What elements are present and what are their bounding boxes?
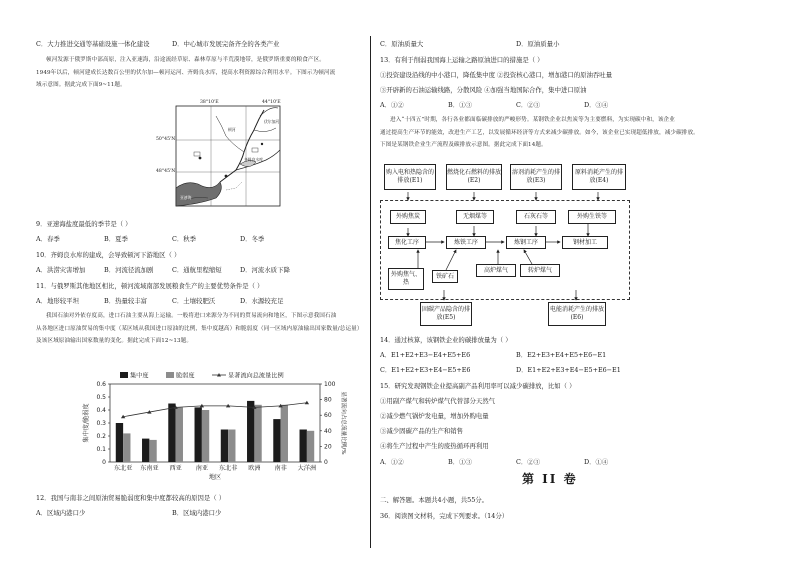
q15-option-b[interactable]: B．①③ xyxy=(448,458,472,466)
intro-9-11-line: 1949年以后，顿河建成长达数百公里的伏尔加—顿河运河、齐姆良水库，提高水利资源综合利用水平。下图示为顿河流 xyxy=(36,69,336,76)
bar-fragility xyxy=(228,430,235,463)
q15-option-a[interactable]: A．①② xyxy=(380,458,404,466)
bar-concentration xyxy=(116,423,123,462)
map-label-volga: 伏尔加河 xyxy=(264,119,280,124)
q12-option-a[interactable]: A．区域内港口少 xyxy=(36,509,86,517)
legend-label-flow-ratio: 显著流向总流量比例 xyxy=(228,372,284,380)
map-label-don: 顿河 xyxy=(228,127,236,132)
chart-plot-frame xyxy=(110,384,320,462)
intro-9-11-line: 顿河发源于俄罗斯中部高原，注入亚速海，沿途流经草原、森林草原与半荒漠地带，是俄罗斯重要的粮食产区。 xyxy=(46,57,325,63)
intro-12-13-line: 从各地区进口原油贸易的集中度（某区域从我国进口原油的比例，集中度越高）和脆弱度（同一区域内原油输出国家数量/总运量） xyxy=(36,325,363,332)
flow-steelmaking: 炼钢工序 xyxy=(506,236,546,249)
steel-flow-diagram xyxy=(380,160,710,330)
oil-trade-chart xyxy=(76,370,356,488)
x-tick-label: 东北非 xyxy=(218,465,238,472)
right-column xyxy=(380,0,720,562)
legend-label-concentration: 集中度 xyxy=(130,372,149,380)
x-tick-label: 欧洲 xyxy=(248,465,261,472)
q14-option-a[interactable]: A．E1+E2+E3−E4+E5+E6 xyxy=(380,351,471,359)
y-tick-label: 0.1 xyxy=(96,446,106,453)
section-title: 第 II 卷 xyxy=(522,472,578,486)
flow-ore: 铁矿石 xyxy=(432,270,458,283)
q13-item-line: ①投资建设沿线的中小港口，降低集中度 ②投资核心港口，增加港口的原油吞吐量 xyxy=(380,71,613,79)
legend-label-fragility: 脆弱度 xyxy=(176,372,195,380)
x-tick-label: 南亚 xyxy=(195,465,209,472)
y2-axis-label: 显著流向占总流量比例/% xyxy=(340,391,346,455)
q10-option-b[interactable]: B．河流径流加剧 xyxy=(104,266,154,274)
bar-fragility xyxy=(281,405,288,462)
bar-fragility xyxy=(176,407,183,462)
bar-concentration xyxy=(142,439,149,462)
q9-option-d[interactable]: D．冬季 xyxy=(240,235,265,243)
intro-14-16-line: 通过提高生产环节的能效，改进生产工艺，以发展循环经济等方式来减少碳排放。如今，该企业已实现超低排放，减少碳排放。 xyxy=(380,129,699,136)
q13-option-d[interactable]: D．③④ xyxy=(584,101,609,109)
legend-swatch-concentration xyxy=(120,372,128,378)
bar-fragility xyxy=(123,433,130,462)
intro-14-16 xyxy=(380,114,720,152)
map-label-sea: 亚速海 xyxy=(180,195,192,200)
bar-fragility xyxy=(149,440,156,462)
flow-limestone: 石灰石等 xyxy=(516,210,556,224)
bar-concentration xyxy=(273,419,280,462)
x-tick-label: 东北亚 xyxy=(113,465,133,472)
y-tick-label: 0.3 xyxy=(96,420,106,427)
q13-option-a[interactable]: A．①② xyxy=(380,101,404,109)
flow-iron-purchase: 外购生铁等 xyxy=(568,210,616,224)
x-tick-label: 南非 xyxy=(274,465,287,472)
q14-option-d[interactable]: D．E1+E2+E3+E4−E5+E6−E1 xyxy=(516,366,621,374)
q10-option-c[interactable]: C．通航里程缩短 xyxy=(172,266,222,274)
bar-fragility xyxy=(307,431,314,462)
column-divider xyxy=(370,36,371,548)
flow-converter-gas: 转炉煤气 xyxy=(520,264,560,277)
q14-stem: 14．通过核算，该钢铁企业的碳排放量为（ ） xyxy=(380,336,512,344)
line-flow-ratio xyxy=(123,403,307,417)
q9-option-a[interactable]: A．春季 xyxy=(36,235,60,243)
q15-option-d[interactable]: D．①④ xyxy=(584,458,609,466)
q15-item: ④将生产过程中产生的废热循环再利用 xyxy=(380,442,489,450)
y2-tick-label: 80 xyxy=(324,396,332,404)
q10-stem: 10．齐姆良水库的建成，会导致顿河下游地区（ ） xyxy=(36,251,181,259)
y-tick-label: 0.4 xyxy=(96,407,106,414)
map-label-reservoir: 齐姆良水库 xyxy=(244,157,263,162)
flow-coke-purchase: 外购焦炭 xyxy=(390,210,426,224)
q36-stem: 36．阅读图文材料，完成下列要求。（14分） xyxy=(380,512,509,520)
q15-item: ①用副产煤气和转炉煤气代替部分天然气 xyxy=(380,397,496,405)
y-tick-label: 0.5 xyxy=(96,394,106,401)
y-tick-label: 0.2 xyxy=(96,433,106,440)
intro-12-13 xyxy=(36,310,366,348)
y-axis-label: 集中度/脆弱度 xyxy=(83,403,90,443)
flow-e4: 原料消耗产生的排放(E4) xyxy=(572,164,626,190)
y2-tick-label: 0 xyxy=(324,459,328,466)
q9-option-b[interactable]: B．夏季 xyxy=(104,235,128,243)
x-axis-label: 地区 xyxy=(208,474,222,481)
y2-tick-label: 20 xyxy=(324,443,332,451)
intro-14-16-line: 下图是某钢铁企业生产流程及碳排放示意图。据此完成下面14题。 xyxy=(380,142,547,148)
q8-option-c: C．大力推进交通等基础设施一体化建设 xyxy=(36,40,150,48)
q12-stem: 12．我国与南非之间原油贸易脆弱度和集中度都较高的原因是（ ） xyxy=(36,494,226,502)
bar-concentration xyxy=(300,430,307,463)
left-column xyxy=(36,0,366,562)
y2-tick-label: 60 xyxy=(324,412,332,420)
q13-option-c[interactable]: C．②③ xyxy=(516,101,541,109)
q11-option-d[interactable]: D．水源较充足 xyxy=(240,297,284,305)
y-tick-label: 0.6 xyxy=(96,381,106,388)
y-tick-label: 0 xyxy=(102,459,106,466)
intro-14-16-line: 进入“十四五”时期，各行各业都面临碳排放的严峻形势。某钢铁企业以焦炭等为主要燃料，为实现碳中和，该企业 xyxy=(390,117,675,123)
q13-option-b[interactable]: B．①③ xyxy=(448,101,472,109)
q15-option-c[interactable]: C．②③ xyxy=(516,458,541,466)
flow-e2: 燃烧化石燃料的排放(E2) xyxy=(446,164,502,190)
map-latitude-2: 48°45'N xyxy=(156,169,176,174)
map-longitude-2: 44°10'E xyxy=(262,100,281,105)
x-tick-label: 东南亚 xyxy=(140,465,159,472)
point-flow-ratio xyxy=(305,401,309,405)
don-river-map xyxy=(156,100,306,212)
flow-rolling: 钢材加工 xyxy=(562,236,608,249)
bar-fragility xyxy=(254,405,261,462)
q15-item: ③减少固碳产品的生产和销售 xyxy=(380,427,464,435)
flow-e1: 购入电和热隐含的排放(E1) xyxy=(384,164,436,190)
q11-option-a[interactable]: A．地形较平坦 xyxy=(36,297,79,305)
q8-option-d: D．中心城市发展完备齐全的各类产业 xyxy=(172,40,280,48)
intro-12-13-line: 我国石油对外依存度高，进口石油主要从海上运输。一般将进口来源分为不同的贸易流向和地区，下图示意我国石油 xyxy=(46,313,337,319)
flow-bf-gas: 高炉煤气 xyxy=(476,264,516,277)
y2-tick-label: 100 xyxy=(324,381,336,388)
y2-tick-label: 40 xyxy=(324,427,332,435)
q11-option-b[interactable]: B．热量较丰富 xyxy=(104,297,148,305)
q15-item: ②减少燃气锅炉发电量，增加外购电量 xyxy=(380,412,489,420)
intro-9-11-line: 域示意图。据此完成下面9~11题。 xyxy=(36,82,126,88)
flow-e3: 溶剂消耗产生的排放(E3) xyxy=(510,164,562,190)
flow-outside-gas: 外购焦气、热 xyxy=(388,268,424,290)
q14-option-b[interactable]: B．E2+E3+E4+E5+E6−E1 xyxy=(516,351,607,359)
q12-option-c[interactable]: C．原油质量大 xyxy=(380,40,424,48)
map-longitude-1: 38°10'E xyxy=(200,100,219,105)
q12-option-b[interactable]: B．区域内港口少 xyxy=(172,509,222,517)
q13-stem: 13．有利于削弱我国海上运输之路原油进口的措施是（ ） xyxy=(380,56,544,64)
bar-concentration xyxy=(195,407,202,462)
intro-12-13-line: 及该区域原油输出国家数量的变化。据此完成下面12~13题。 xyxy=(36,338,193,344)
flow-ironmaking: 炼铁工序 xyxy=(446,236,486,249)
flow-anthracite: 无烟煤等 xyxy=(456,210,494,224)
legend-swatch-fragility xyxy=(166,372,174,378)
bar-concentration xyxy=(221,430,228,463)
map-graphic xyxy=(156,100,306,212)
q11-option-c[interactable]: C．土壤较肥沃 xyxy=(172,297,216,305)
part-two-header: 二、解答题。本题共4小题，共55分。 xyxy=(380,496,489,504)
q10-option-d[interactable]: D．河流水质下降 xyxy=(240,266,290,274)
flow-e5: 固碳产品隐含的排放(E5) xyxy=(420,302,472,326)
bar-concentration xyxy=(247,401,254,462)
flow-coking: 焦化工序 xyxy=(388,236,426,249)
bar-fragility xyxy=(202,410,209,462)
q14-option-c[interactable]: C．E1+E2+E3+E4−E5+E6 xyxy=(380,366,471,374)
flow-e6: 电能消耗产生的排放(E6) xyxy=(548,302,606,326)
q9-stem: 9．亚速海盐度最低的季节是（ ） xyxy=(36,220,132,228)
map-latitude-1: 50°45'N xyxy=(156,137,176,142)
x-tick-label: 西亚 xyxy=(169,465,182,472)
q13-item-line: ③开辟新的石油运输线路，分散风险 ④加强当地国际合作，集中进口原油 xyxy=(380,86,587,94)
q15-stem: 15．研究发现钢铁企业提高副产品利用率可以减少碳排放，比如（ ） xyxy=(380,382,576,390)
q11-stem: 11．与俄罗斯其他地区相比，顿河流域南部发展粮食生产的主要优势条件是（ ） xyxy=(36,282,264,290)
bar-concentration xyxy=(168,404,175,463)
intro-9-11 xyxy=(36,54,366,92)
q12-option-d[interactable]: D．原油质量小 xyxy=(516,40,560,48)
q9-option-c[interactable]: C．秋季 xyxy=(172,235,197,243)
x-tick-label: 大洋洲 xyxy=(297,465,317,472)
q10-option-a[interactable]: A．洪涝灾害增加 xyxy=(36,266,86,274)
